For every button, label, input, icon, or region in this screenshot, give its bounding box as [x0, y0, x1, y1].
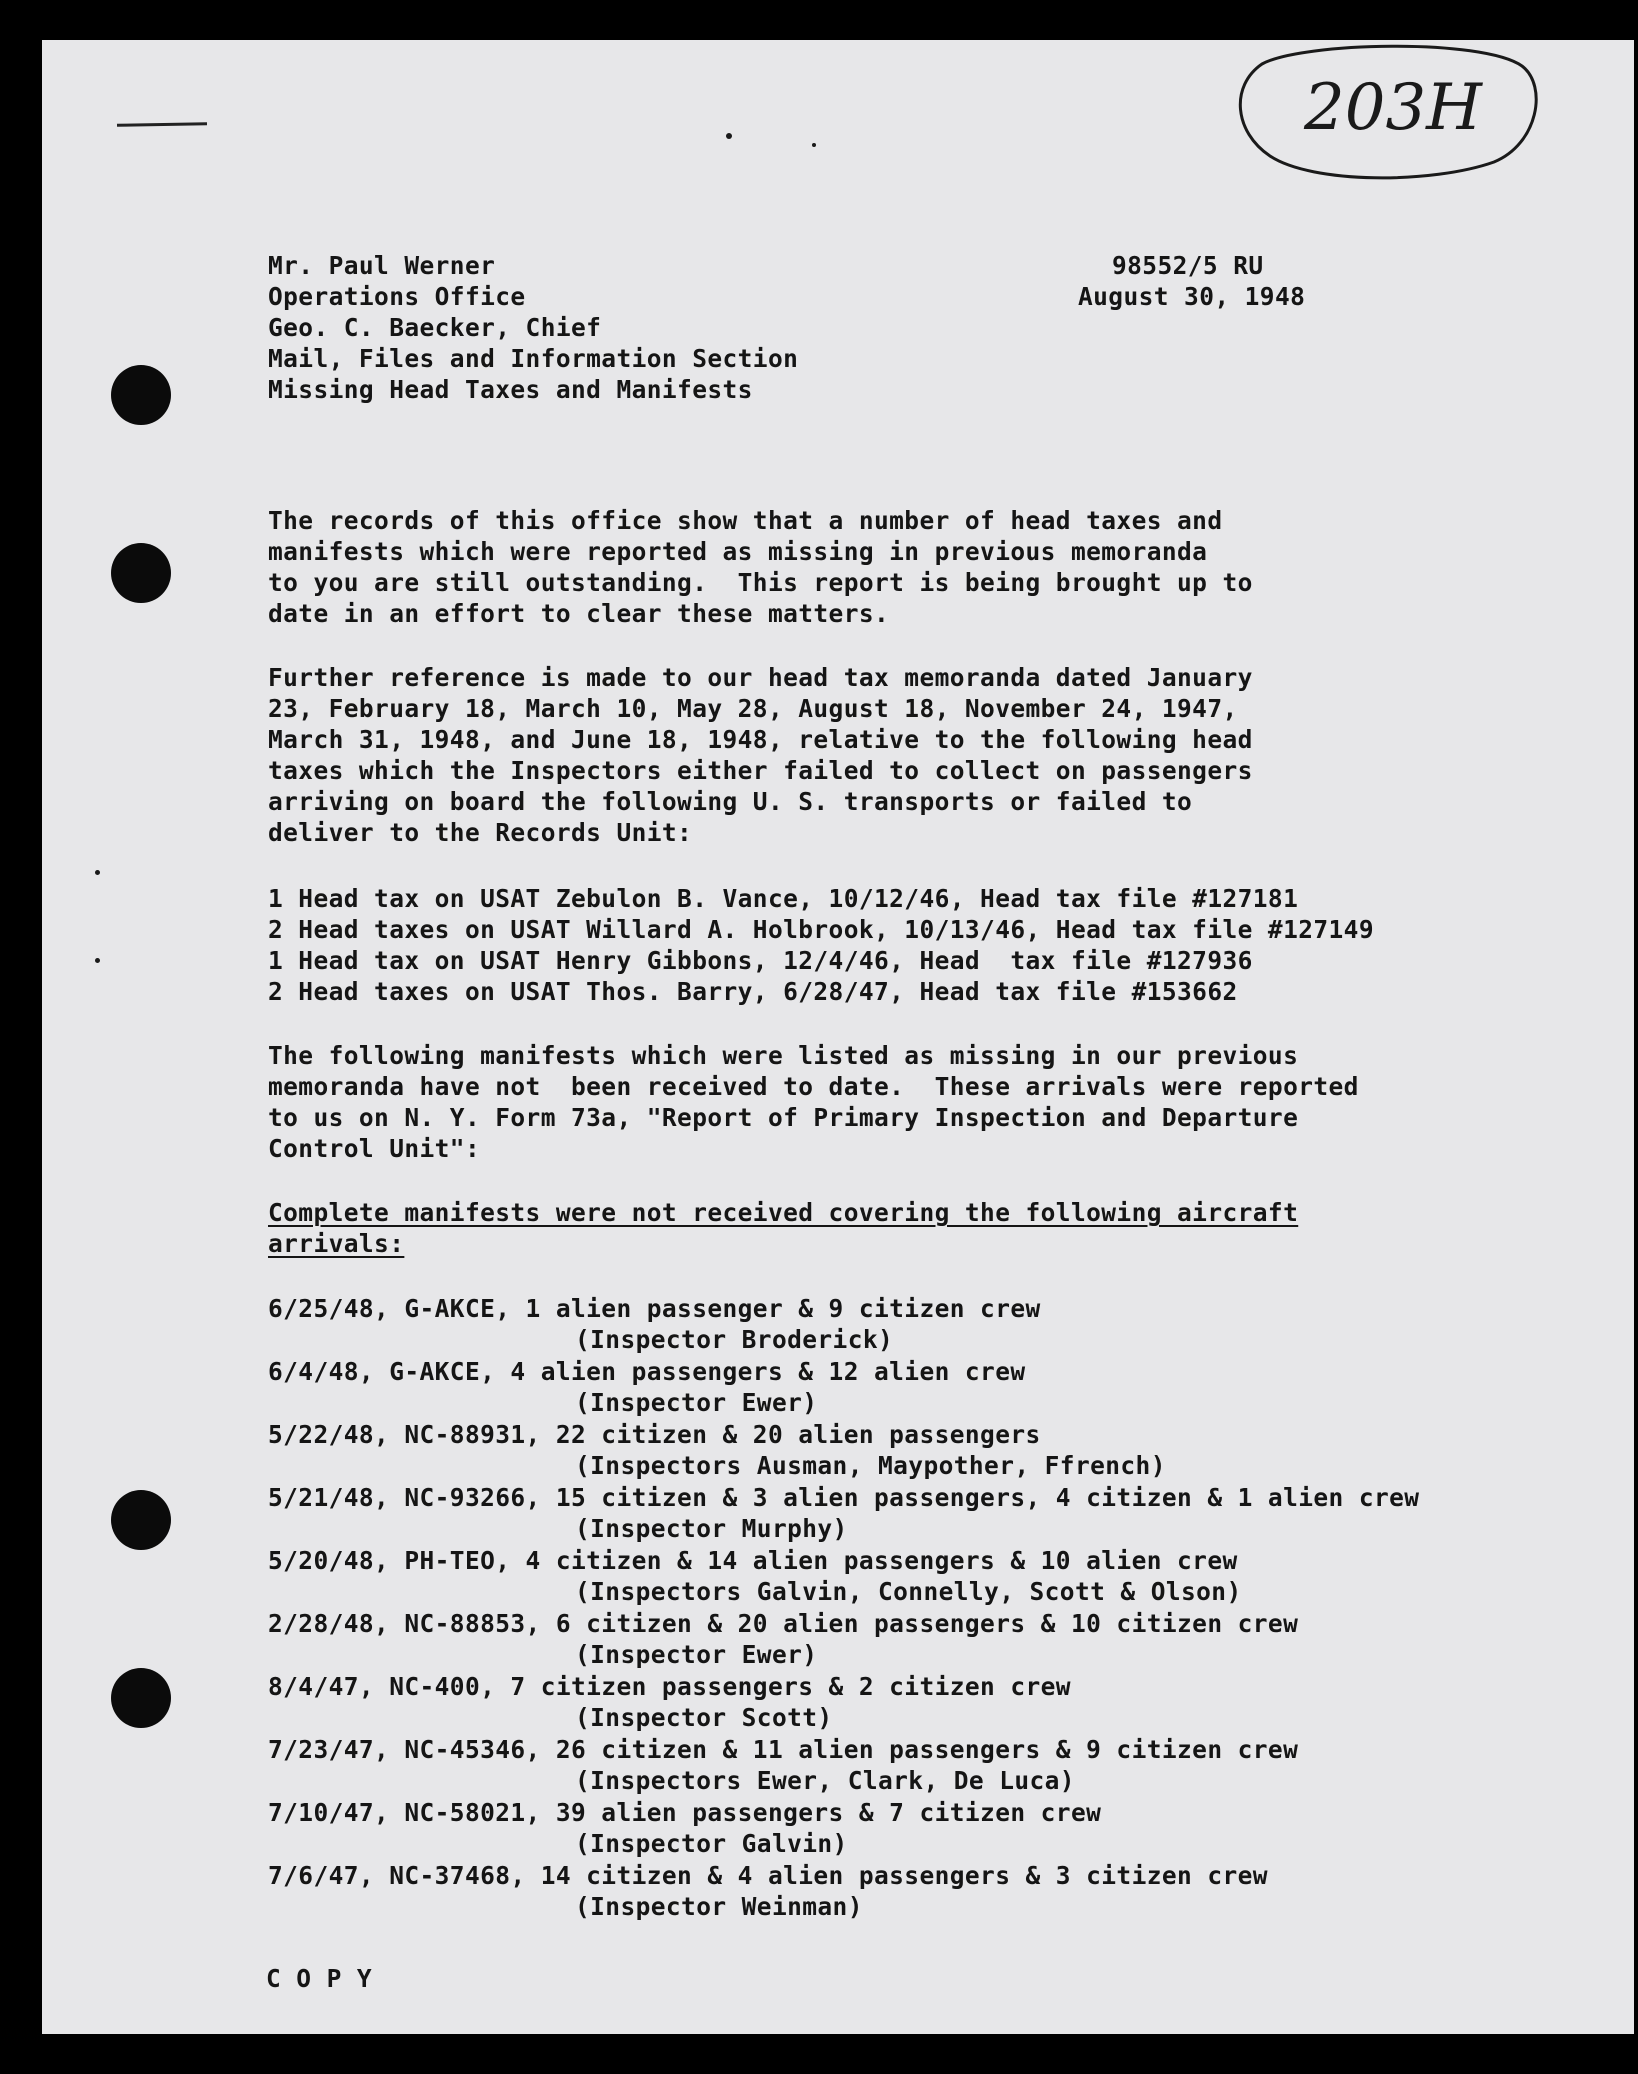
punch-hole	[111, 365, 171, 425]
paragraph-line: arriving on board the following U. S. transports or failed to	[268, 787, 1193, 816]
addressee-line: Mr. Paul Werner	[268, 251, 496, 280]
arrival-inspector: (Inspectors Ewer, Clark, De Luca)	[575, 1766, 1075, 1795]
arrival-inspector: (Inspectors Ausman, Maypother, Ffrench)	[575, 1451, 1166, 1480]
speck	[95, 870, 100, 875]
section-heading: arrivals:	[268, 1229, 405, 1258]
arrival-inspector: (Inspector Broderick)	[575, 1325, 894, 1354]
arrival-line: 7/23/47, NC-45346, 26 citizen & 11 alien passengers & 9 citizen crew	[268, 1735, 1299, 1764]
paragraph-line: Control Unit":	[268, 1134, 481, 1163]
paragraph-line: to us on N. Y. Form 73a, "Report of Primary Inspection and Departure	[268, 1103, 1299, 1132]
section-heading: Complete manifests were not received covering the following aircraft	[268, 1198, 1299, 1227]
arrival-line: 8/4/47, NC-400, 7 citizen passengers & 2 citizen crew	[268, 1672, 1071, 1701]
addressee-line: Geo. C. Baecker, Chief	[268, 313, 602, 342]
arrival-line: 5/21/48, NC-93266, 15 citizen & 3 alien passengers, 4 citizen & 1 alien crew	[268, 1483, 1420, 1512]
paragraph-line: The records of this office show that a number of head taxes and	[268, 506, 1223, 535]
arrival-inspector: (Inspector Scott)	[575, 1703, 833, 1732]
head-tax-item: 2 Head taxes on USAT Thos. Barry, 6/28/47, Head tax file #153662	[268, 977, 1238, 1006]
file-number: 98552/5 RU	[1112, 251, 1264, 280]
document-page	[42, 40, 1634, 2034]
arrival-inspector: (Inspectors Galvin, Connelly, Scott & Olson)	[575, 1577, 1242, 1606]
annotation-text: 203H	[1304, 71, 1482, 145]
punch-hole	[111, 1668, 171, 1728]
head-tax-item: 1 Head tax on USAT Henry Gibbons, 12/4/46, Head tax file #127936	[268, 946, 1253, 975]
paragraph-line: memoranda have not been received to date. These arrivals were reported	[268, 1072, 1359, 1101]
handwritten-annotation	[1232, 44, 1552, 194]
arrival-line: 2/28/48, NC-88853, 6 citizen & 20 alien passengers & 10 citizen crew	[268, 1609, 1299, 1638]
paragraph-line: manifests which were reported as missing in previous memoranda	[268, 537, 1208, 566]
paragraph-line: deliver to the Records Unit:	[268, 818, 693, 847]
arrival-line: 5/20/48, PH-TEO, 4 citizen & 14 alien passengers & 10 alien crew	[268, 1546, 1238, 1575]
paragraph-line: March 31, 1948, and June 18, 1948, relative to the following head	[268, 725, 1253, 754]
speck	[95, 958, 100, 963]
arrival-inspector: (Inspector Ewer)	[575, 1388, 818, 1417]
arrival-line: 5/22/48, NC-88931, 22 citizen & 20 alien passengers	[268, 1420, 1041, 1449]
paragraph-line: taxes which the Inspectors either failed to collect on passengers	[268, 756, 1253, 785]
paragraph-line: 23, February 18, March 10, May 28, August 18, November 24, 1947,	[268, 694, 1238, 723]
paragraph-line: Further reference is made to our head tax memoranda dated January	[268, 663, 1253, 692]
speck	[812, 143, 816, 147]
addressee-line: Operations Office	[268, 282, 526, 311]
head-tax-item: 2 Head taxes on USAT Willard A. Holbrook, 10/13/46, Head tax file #127149	[268, 915, 1374, 944]
paragraph-line: to you are still outstanding. This report is being brought up to	[268, 568, 1253, 597]
addressee-line: Mail, Files and Information Section	[268, 344, 799, 373]
arrival-line: 6/25/48, G-AKCE, 1 alien passenger & 9 citizen crew	[268, 1294, 1041, 1323]
arrival-inspector: (Inspector Murphy)	[575, 1514, 848, 1543]
arrival-line: 7/10/47, NC-58021, 39 alien passengers & 7 citizen crew	[268, 1798, 1102, 1827]
head-tax-item: 1 Head tax on USAT Zebulon B. Vance, 10/12/46, Head tax file #127181	[268, 884, 1299, 913]
arrival-inspector: (Inspector Weinman)	[575, 1892, 863, 1921]
arrival-line: 6/4/48, G-AKCE, 4 alien passengers & 12 alien crew	[268, 1357, 1026, 1386]
copy-mark: C O P Y	[266, 1964, 373, 1993]
arrival-inspector: (Inspector Ewer)	[575, 1640, 818, 1669]
pen-mark	[117, 122, 207, 127]
arrival-inspector: (Inspector Galvin)	[575, 1829, 848, 1858]
letter-date: August 30, 1948	[1078, 282, 1306, 311]
paragraph-line: date in an effort to clear these matters.	[268, 599, 890, 628]
speck	[726, 133, 732, 139]
arrival-line: 7/6/47, NC-37468, 14 citizen & 4 alien passengers & 3 citizen crew	[268, 1861, 1268, 1890]
paragraph-line: The following manifests which were listed as missing in our previous	[268, 1041, 1299, 1070]
punch-hole	[111, 543, 171, 603]
subject-line: Missing Head Taxes and Manifests	[268, 375, 753, 404]
punch-hole	[111, 1490, 171, 1550]
